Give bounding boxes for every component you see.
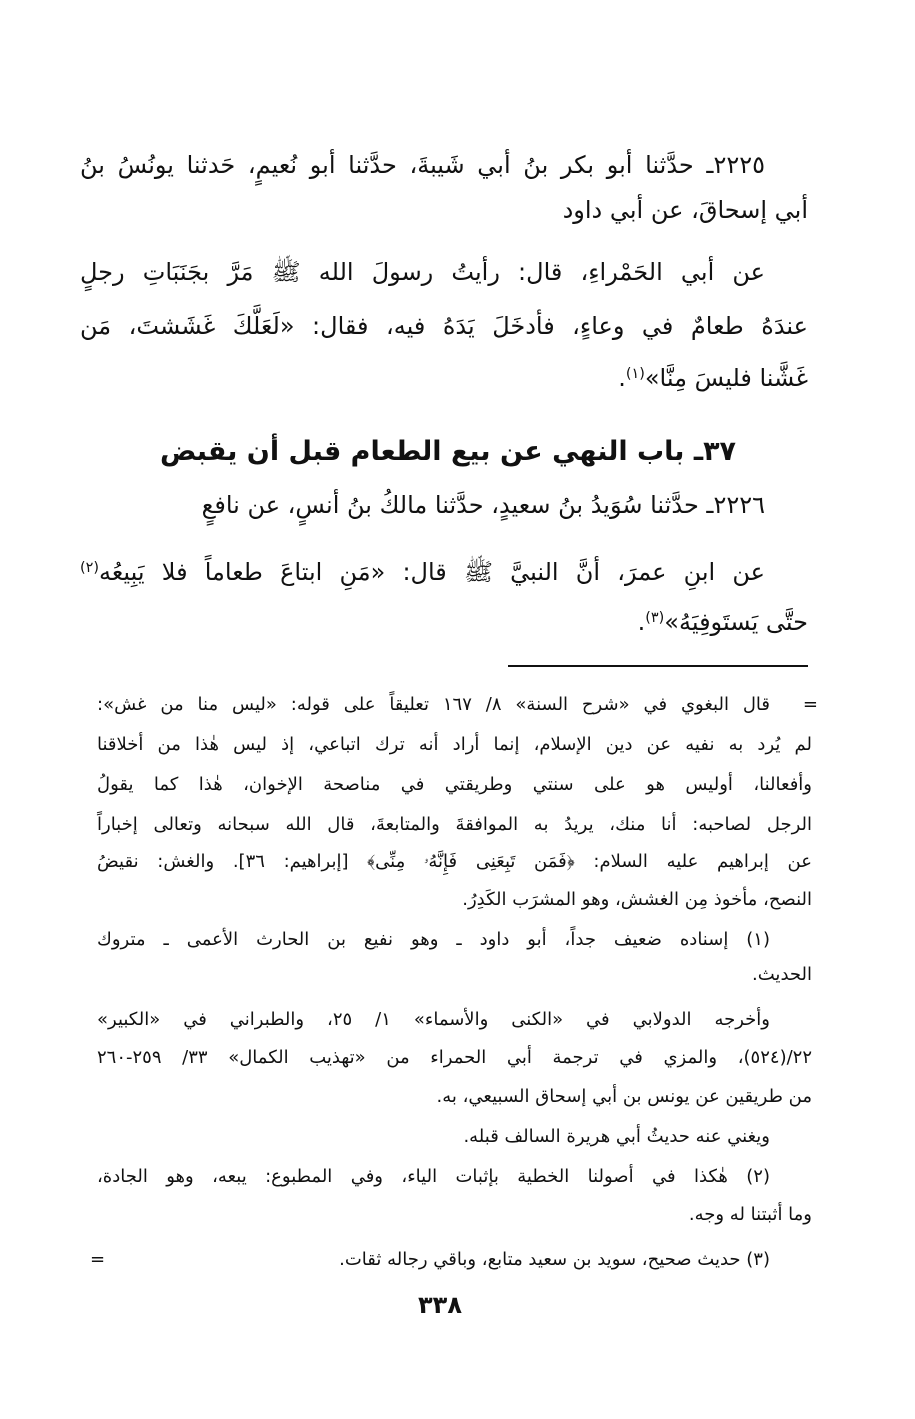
footnote-line: النصح، مأخوذ مِن الغشش، وهو المشرَب الكَدِرُ. <box>462 889 812 910</box>
footnote-line: لم يُرد به نفيه عن دين الإسلام، إنما أراد أنه ترك اتباعي، إذ ليس هٰذا من أخلاقنا <box>97 734 812 755</box>
footnote-ref: (١) <box>625 366 645 383</box>
matn-punctuation: . <box>637 608 646 636</box>
footnote-line: الحديث. <box>752 964 812 985</box>
continuation-marker: = <box>90 1249 106 1270</box>
matn-text: عندَهُ طعامٌ في وعاءٍ، فأدخَلَ يَدَهُ فيه، فقال: «لَعَلَّكَ غَشَشتَ، مَن <box>80 312 808 340</box>
matn-line <box>80 306 808 346</box>
isnad-line <box>80 145 765 185</box>
matn-text: غَشَّنا فليسَ مِنَّا» <box>644 364 808 392</box>
matn-text: عن ابنِ عمرَ، أنَّ النبيَّ ﷺ قال: «مَنِ ابتاعَ طعاماً فلا يَبِيعُه <box>98 558 765 586</box>
footnote-ref: (٢) <box>80 560 99 577</box>
footnote-line: ٢٢/(٥٢٤)، والمزي في ترجمة أبي الحمراء من «تهذيب الكمال» ٣٣/ ٢٥٩-٢٦٠ <box>97 1047 812 1068</box>
footnote-line: وما أثبتنا له وجه. <box>688 1204 812 1225</box>
footnote-line: (١) إسناده ضعيف جداً، أبو داود ـ وهو نفيع بن الحارث الأعمى ـ متروك <box>97 929 770 950</box>
footnote-line: عن إبراهيم عليه السلام: ﴿فَمَن تَبِعَنِى فَإِنَّهُۥ مِنِّى﴾ [إبراهيم: ٣٦]. والغش: نقيضُ <box>97 851 812 872</box>
matn-line <box>80 552 765 592</box>
matn-line <box>80 358 808 398</box>
isnad-text: ٢٢٢٦ـ حدَّثنا سُوَيدُ بنُ سعيدٍ، حدَّثنا مالكُ بنُ أنسٍ، عن نافعٍ <box>201 491 765 519</box>
matn-punctuation: . <box>618 364 626 392</box>
footnote-line: وأخرجه الدولابي في «الكنى والأسماء» ١/ ٢٥، والطبراني في «الكبير» <box>97 1009 771 1030</box>
matn-text: حتَّى يَستَوفِيَهُ» <box>664 608 808 636</box>
footnote-line: ويغني عنه حديثُ أبي هريرة السالف قبله. <box>463 1126 770 1147</box>
isnad-line <box>80 190 808 230</box>
page-number: ٣٣٨ <box>418 1291 462 1319</box>
chapter-heading: ٣٧ـ باب النهي عن بيع الطعام قبل أن يقبض <box>159 436 737 467</box>
footnote-separator <box>508 665 808 667</box>
footnote-line: وأفعالنا، أوليس هو على سنتي وطريقتي في مناصحة الإخوان، هٰذا كما يقولُ <box>97 774 812 795</box>
footnote-line: (٣) حديث صحيح، سويد بن سعيد متابع، وباقي رجاله ثقات. <box>339 1249 770 1270</box>
continuation-marker: = <box>802 694 818 715</box>
footnote-ref: (٣) <box>645 610 665 627</box>
footnote-line: قال البغوي في «شرح السنة» ٨/ ١٦٧ تعليقاً على قوله: «ليس منا من غش»: <box>97 694 770 715</box>
matn-line <box>80 602 808 642</box>
matn-text: عن أبي الحَمْراءِ، قال: رأيتُ رسولَ الله ﷺ مَرَّ بجَنَبَاتِ رجلٍ <box>80 258 765 286</box>
footnote-line: الرجل لصاحبه: أنا منك، يريدُ به الموافقةَ والمتابعةَ، قال الله سبحانه وتعالى إخباراً <box>97 814 812 835</box>
matn-line <box>80 252 765 292</box>
isnad-line <box>80 485 765 525</box>
footnote-line: من طريقين عن يونس بن أبي إسحاق السبيعي، به. <box>436 1086 812 1107</box>
isnad-text: ٢٢٢٥ـ حدَّثنا أبو بكر بنُ أبي شَيبةَ، حدَّثنا أبو نُعيمٍ، حَدثنا يونُسُ بنُ <box>80 151 765 179</box>
footnote-line: (٢) هٰكذا في أصولنا الخطية بإثبات الياء، وفي المطبوع: يبعه، وهو الجادة، <box>97 1166 770 1187</box>
isnad-text: أبي إسحاقَ، عن أبي داود <box>562 196 808 224</box>
